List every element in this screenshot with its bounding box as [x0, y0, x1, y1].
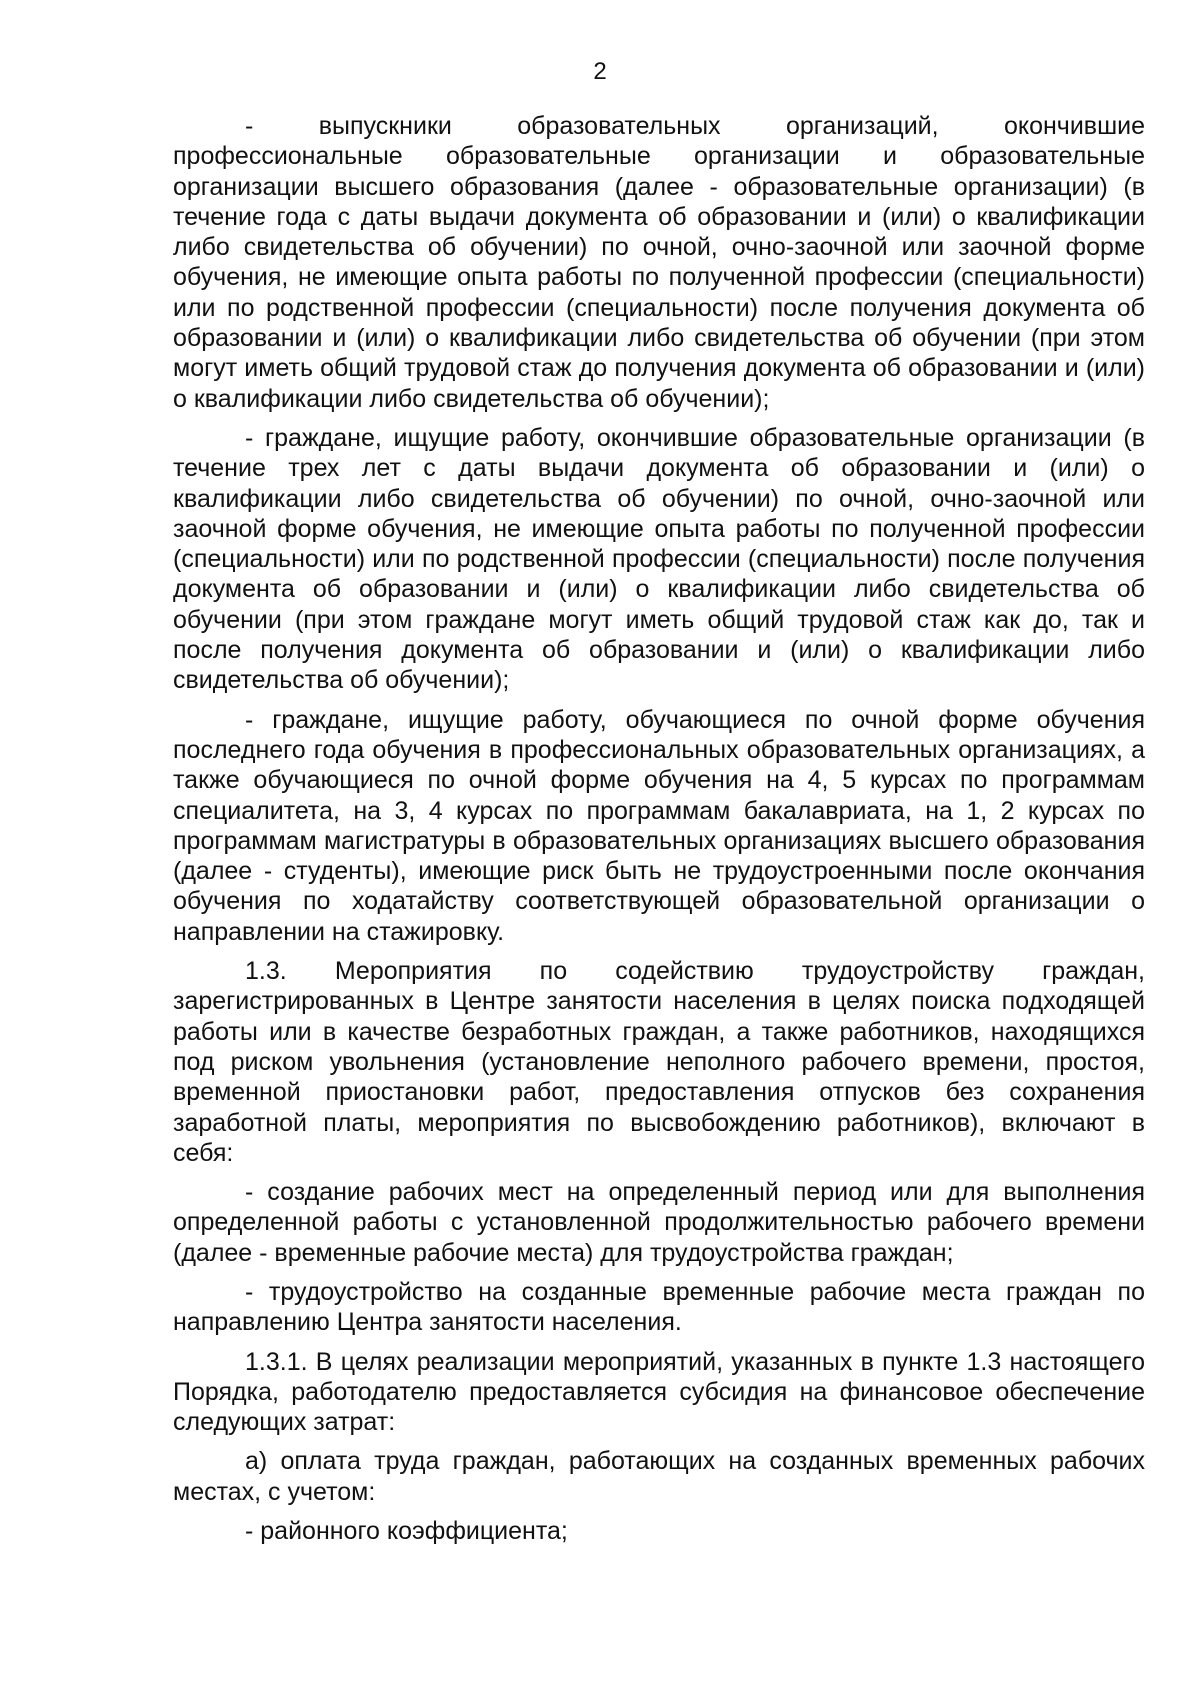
paragraph-temporary-jobs-employment: - трудоустройство на созданные временные рабочие места граждан по направлению Центра занятости населения.: [173, 1277, 1145, 1337]
page-number: 2: [593, 58, 607, 85]
paragraph-job-seekers-graduates: - граждане, ищущие работу, окончившие образовательные организации (в течение трех лет с даты выдачи документа об образовании и (или) о квалификации либо свидетельства об обучении) по очной, очно-заочной или заочной форме обучения, не имеющие опыта работы по полученной профессии (специальности) или по родственной профессии (специальности) после получения документа об образовании и (или) о квалификации либо свидетельства об обучении (при этом граждане могут иметь общий трудовой стаж как до, так и после получения документа об образовании и (или) о квалификации либо свидетельства об обучении);: [173, 423, 1145, 695]
paragraph-section-1-3: 1.3. Мероприятия по содействию трудоустройству граждан, зарегистрированных в Центре занятости населения в целях поиска подходящей работы или в качестве безработных граждан, а также работников, находящихся под риском увольнения (установление неполного рабочего времени, простоя, временной приостановки работ, предоставления отпусков без сохранения заработной платы, мероприятия по высвобождению работников), включают в себя:: [173, 957, 1145, 1167]
paragraph-section-1-3-1: 1.3.1. В целях реализации мероприятий, указанных в пункте 1.3 настоящего Порядка, работодателю предоставляется субсидия на финансовое обеспечение следующих затрат:: [173, 1347, 1145, 1437]
paragraph-regional-coefficient: - районного коэффициента;: [245, 1517, 568, 1546]
paragraph-students: - граждане, ищущие работу, обучающиеся по очной форме обучения последнего года обучения в профессиональных образовательных организациях, а также обучающиеся по очной форме обучения на 4, 5 курсах по программам специалитета, на 3, 4 курсах по программам бакалавриата, на 1, 2 курсах по программам магистратуры в образовательных организациях высшего образования (далее - студенты), имеющие риск быть не трудоустроенными после окончания обучения по ходатайству соответствующей образовательной организации о направлении на стажировку.: [173, 705, 1145, 946]
paragraph-item-a: а) оплата труда граждан, работающих на созданных временных рабочих местах, с учетом:: [173, 1447, 1145, 1506]
paragraph-temporary-jobs-creation: - создание рабочих мест на определенный период или для выполнения определенной работы с установленной продолжительностью рабочего времени (далее - временные рабочие места) для трудоустройства граждан;: [173, 1178, 1145, 1267]
document-body: [173, 111, 1145, 1555]
paragraph-graduates: - выпускники образовательных организаций, окончившие профессиональные образовательные организации и образовательные организации высшего образования (далее - образовательные организации) (в течение года с даты выдачи документа об образовании и (или) о квалификации либо свидетельства об обучении) по очной, очно-заочной или заочной форме обучения, не имеющие опыта работы по полученной профессии (специальности) или по родственной профессии (специальности) после получения документа об образовании и (или) о квалификации либо свидетельства об обучении (при этом могут иметь общий трудовой стаж до получения документа об образовании и (или) о квалификации либо свидетельства об обучении);: [173, 112, 1145, 413]
